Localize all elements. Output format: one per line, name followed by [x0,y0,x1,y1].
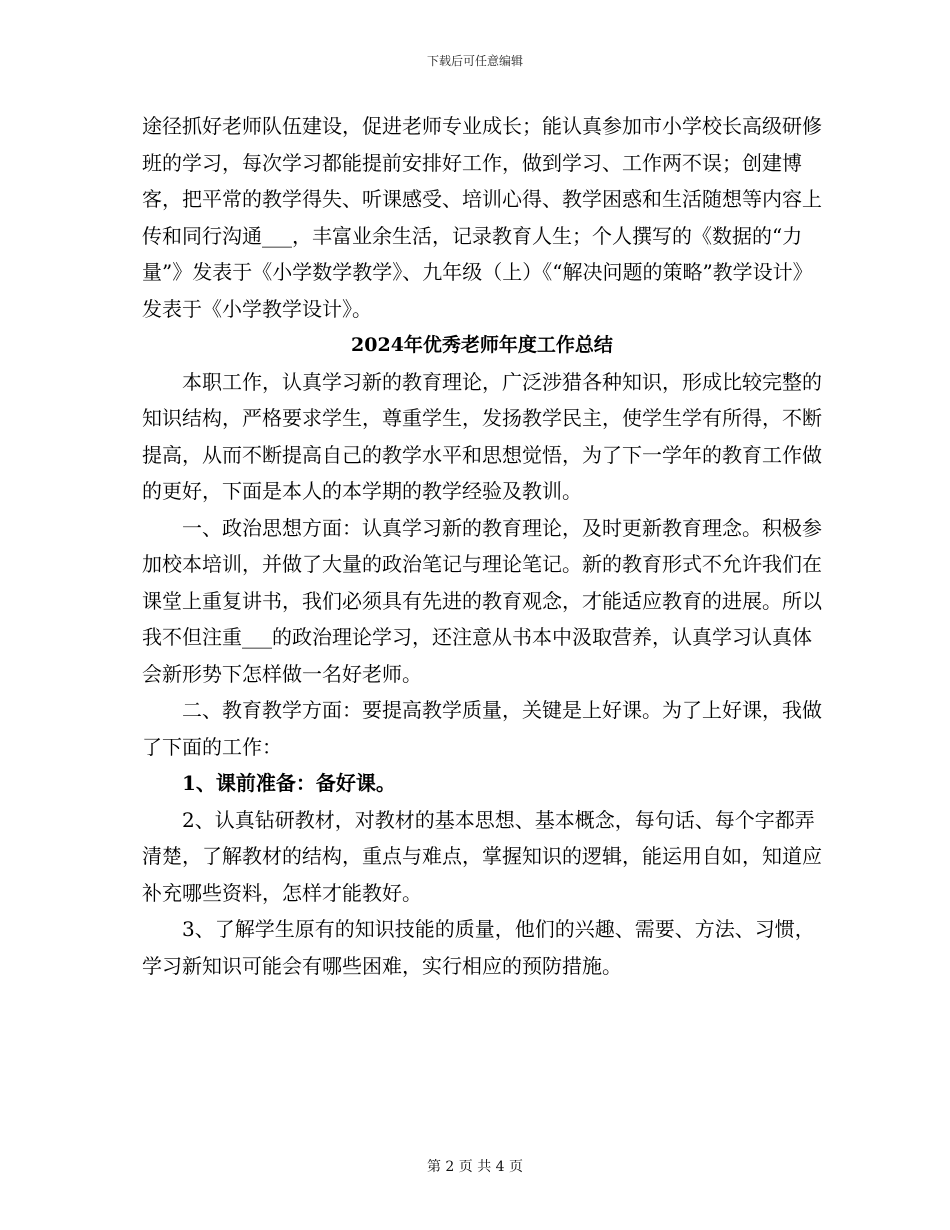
document-title: 2024年优秀老师年度工作总结 [351,334,613,356]
paragraph-intro: 本职工作，认真学习新的教育理论，广泛涉猎各种知识，形成比较完整的知识结构，严格要求学生，尊重学生，发扬教学民主，使学生学有所得，不断提高，从而不断提高自己的教学水平和思想觉悟，为了下一学年的教育工作做的更好，下面是本人的本学期的教学经验及教训。 [142,369,822,503]
page-number: 第 2 页 共 4 页 [426,1159,524,1175]
paragraph-lesson-prep: 1、课前准备：备好课。 [182,771,396,795]
header-note: 下载后可任意编辑 [426,54,523,68]
paragraph-political: 一、政治思想方面：认真学习新的教育理论，及时更新教育理念。积极参加校本培训，并做了大量的政治笔记与理论笔记。新的教育形式不允许我们在课堂上重复讲书，我们必须具有先进的教育观念，才能适应教育的进展。所以我不但注重___的政治理论学习，还注意从书本中汲取营养，认真学习认真体会新形势下怎样做一名好老师。 [142,515,822,686]
paragraph-continuation: 途径抓好老师队伍建设，促进老师专业成长；能认真参加市小学校长高级研修班的学习，每次学习都能提前安排好工作，做到学习、工作两不误；创建博客，把平常的教学得失、听课感受、培训心得、教学困惑和生活随想等内容上传和同行沟通___，丰富业余生活，记录教育人生；个人撰写的《数据的“力量”》发表于《小学数学教学》、九年级（上）《“解决问题的策略”教学设计》发表于《小学教学设计》。 [142,114,822,321]
paragraph-teaching: 二、教育教学方面：要提高教学质量，关键是上好课。为了上好课，我做了下面的工作： [142,698,822,759]
document-body [142,108,822,984]
paragraph-know-students: 3、了解学生原有的知识技能的质量，他们的兴趣、需要、方法、习惯，学习新知识可能会有哪些困难，实行相应的预防措施。 [142,917,815,978]
paragraph-study-materials: 2、认真钻研教材，对教材的基本思想、基本概念，每句话、每个字都弄清楚，了解教材的结构，重点与难点，掌握知识的逻辑，能运用自如，知道应补充哪些资料，怎样才能教好。 [142,807,822,905]
